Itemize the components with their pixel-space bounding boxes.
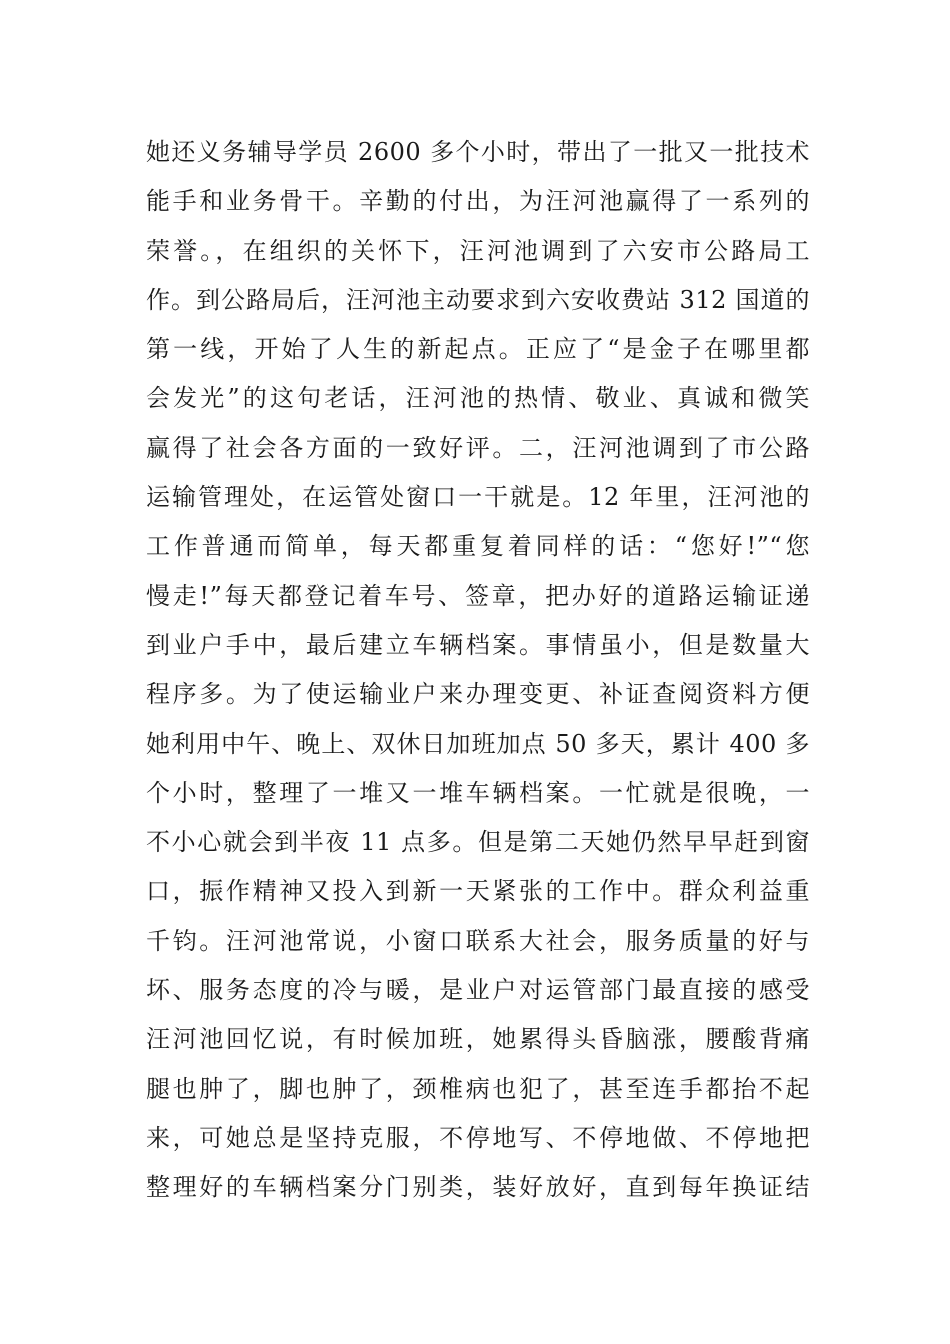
text-line-14: 个小时，整理了一堆又一堆车辆档案。一忙就是很晚，一 [146,778,810,807]
text-line-15: 不小心就会到半夜 11 点多。但是第二天她仍然早早赶到窗 [146,828,810,857]
text-line-8: 运输管理处，在运管处窗口一干就是。12 年里，汪河池的 [146,483,810,512]
text-line-21: 来，可她总是坚持克服，不停地写、不停地做、不停地把 [146,1123,810,1152]
text-line-9: 工作普通而简单，每天都重复着同样的话：“您好!”“您 [146,532,810,561]
text-line-13: 她利用中午、晚上、双休日加班加点 50 多天，累计 400 多 [146,729,810,758]
text-line-2: 能手和业务骨干。辛勤的付出，为汪河池赢得了一系列的 [146,187,810,216]
text-line-11: 到业户手中，最后建立车辆档案。事情虽小，但是数量大 [146,630,810,659]
text-line-7: 赢得了社会各方面的一致好评。二，汪河池调到了市公路 [146,433,810,462]
text-line-3: 荣誉。，在组织的关怀下，汪河池调到了六安市公路局工 [146,236,810,265]
text-line-6: 会发光”的这句老话，汪河池的热情、敬业、真诚和微笑 [146,384,810,413]
text-line-5: 第一线，开始了人生的新起点。正应了“是金子在哪里都 [146,335,810,364]
text-line-1: 她还义务辅导学员 2600 多个小时，带出了一批又一批技术 [146,138,810,166]
text-line-10: 慢走!”每天都登记着车号、签章，把办好的道路运输证递 [146,581,810,610]
text-line-12: 程序多。为了使运输业户来办理变更、补证查阅资料方便 [146,680,810,709]
text-line-16: 口，振作精神又投入到新一天紧张的工作中。群众利益重 [146,877,810,906]
text-line-17: 千钧。汪河池常说，小窗口联系大社会，服务质量的好与 [146,926,810,955]
text-line-18: 坏、服务态度的冷与暖，是业户对运管部门最直接的感受 [146,976,810,1005]
text-line-4: 作。到公路局后，汪河池主动要求到六安收费站 312 国道的 [146,285,810,314]
text-line-22: 整理好的车辆档案分门别类，装好放好，直到每年换证结 [146,1173,810,1202]
body-paragraph [146,128,810,1213]
text-line-19: 汪河池回忆说，有时候加班，她累得头昏脑涨，腰酸背痛 [146,1025,810,1054]
text-line-20: 腿也肿了，脚也肿了，颈椎病也犯了，甚至连手都抬不起 [146,1074,810,1103]
